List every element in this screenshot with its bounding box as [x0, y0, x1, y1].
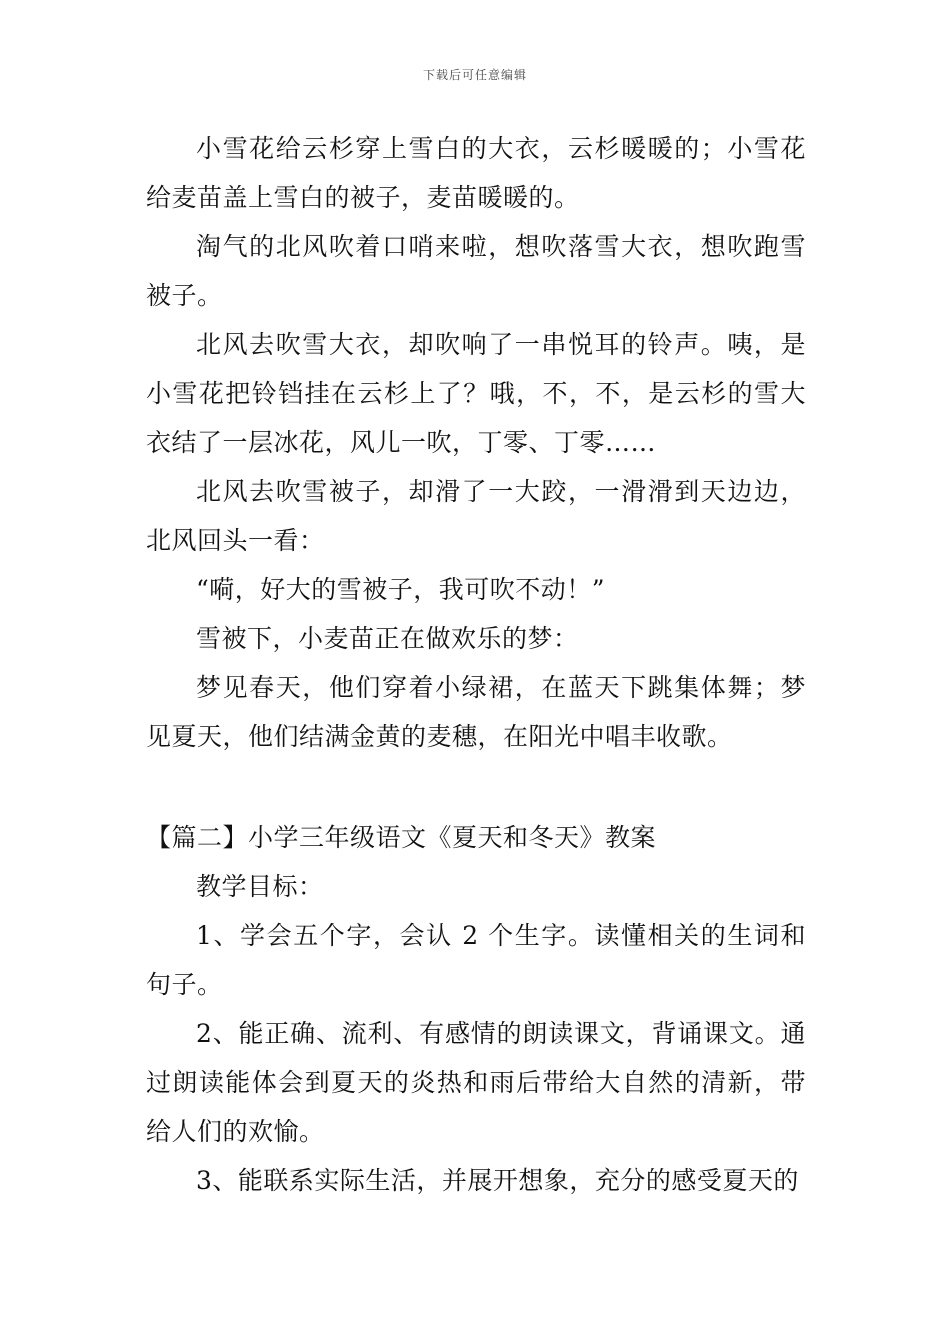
section-title: 【篇二】小学三年级语文《夏天和冬天》教案 [146, 823, 657, 852]
section-gap [146, 761, 806, 813]
story-paragraph: 雪被下，小麦苗正在做欢乐的梦： [196, 624, 579, 653]
story-quote: “嗬，好大的雪被子，我可吹不动！” [196, 575, 606, 604]
header-note: 下载后可任意编辑 [422, 68, 527, 82]
document-body [146, 124, 806, 1205]
story-paragraph: 小雪花给云杉穿上雪白的大衣，云杉暖暖的；小雪花给麦苗盖上雪白的被子，麦苗暖暖的。 [146, 134, 806, 212]
story-paragraph: 北风去吹雪被子，却滑了一大跤，一滑滑到天边边，北风回头一看： [146, 477, 806, 555]
objective-item: 2、能正确、流利、有感情的朗读课文，背诵课文。通过朗读能体会到夏天的炎热和雨后带给大自然的清新，带给人们的欢愉。 [146, 1019, 806, 1146]
objective-item: 1、学会五个字，会认 2 个生字。读懂相关的生词和句子。 [146, 921, 806, 999]
story-paragraph: 淘气的北风吹着口哨来啦，想吹落雪大衣，想吹跑雪被子。 [146, 232, 806, 310]
story-paragraph: 北风去吹雪大衣，却吹响了一串悦耳的铃声。咦，是小雪花把铃铛挂在云杉上了？哦，不，不，是云杉的雪大衣结了一层冰花，风儿一吹，丁零、丁零…… [146, 330, 806, 457]
objectives-heading: 教学目标： [196, 872, 324, 901]
story-paragraph: 梦见春天，他们穿着小绿裙，在蓝天下跳集体舞；梦见夏天，他们结满金黄的麦穗，在阳光中唱丰收歌。 [146, 673, 806, 751]
objective-item: 3、能联系实际生活，并展开想象，充分的感受夏天的 [196, 1166, 799, 1195]
